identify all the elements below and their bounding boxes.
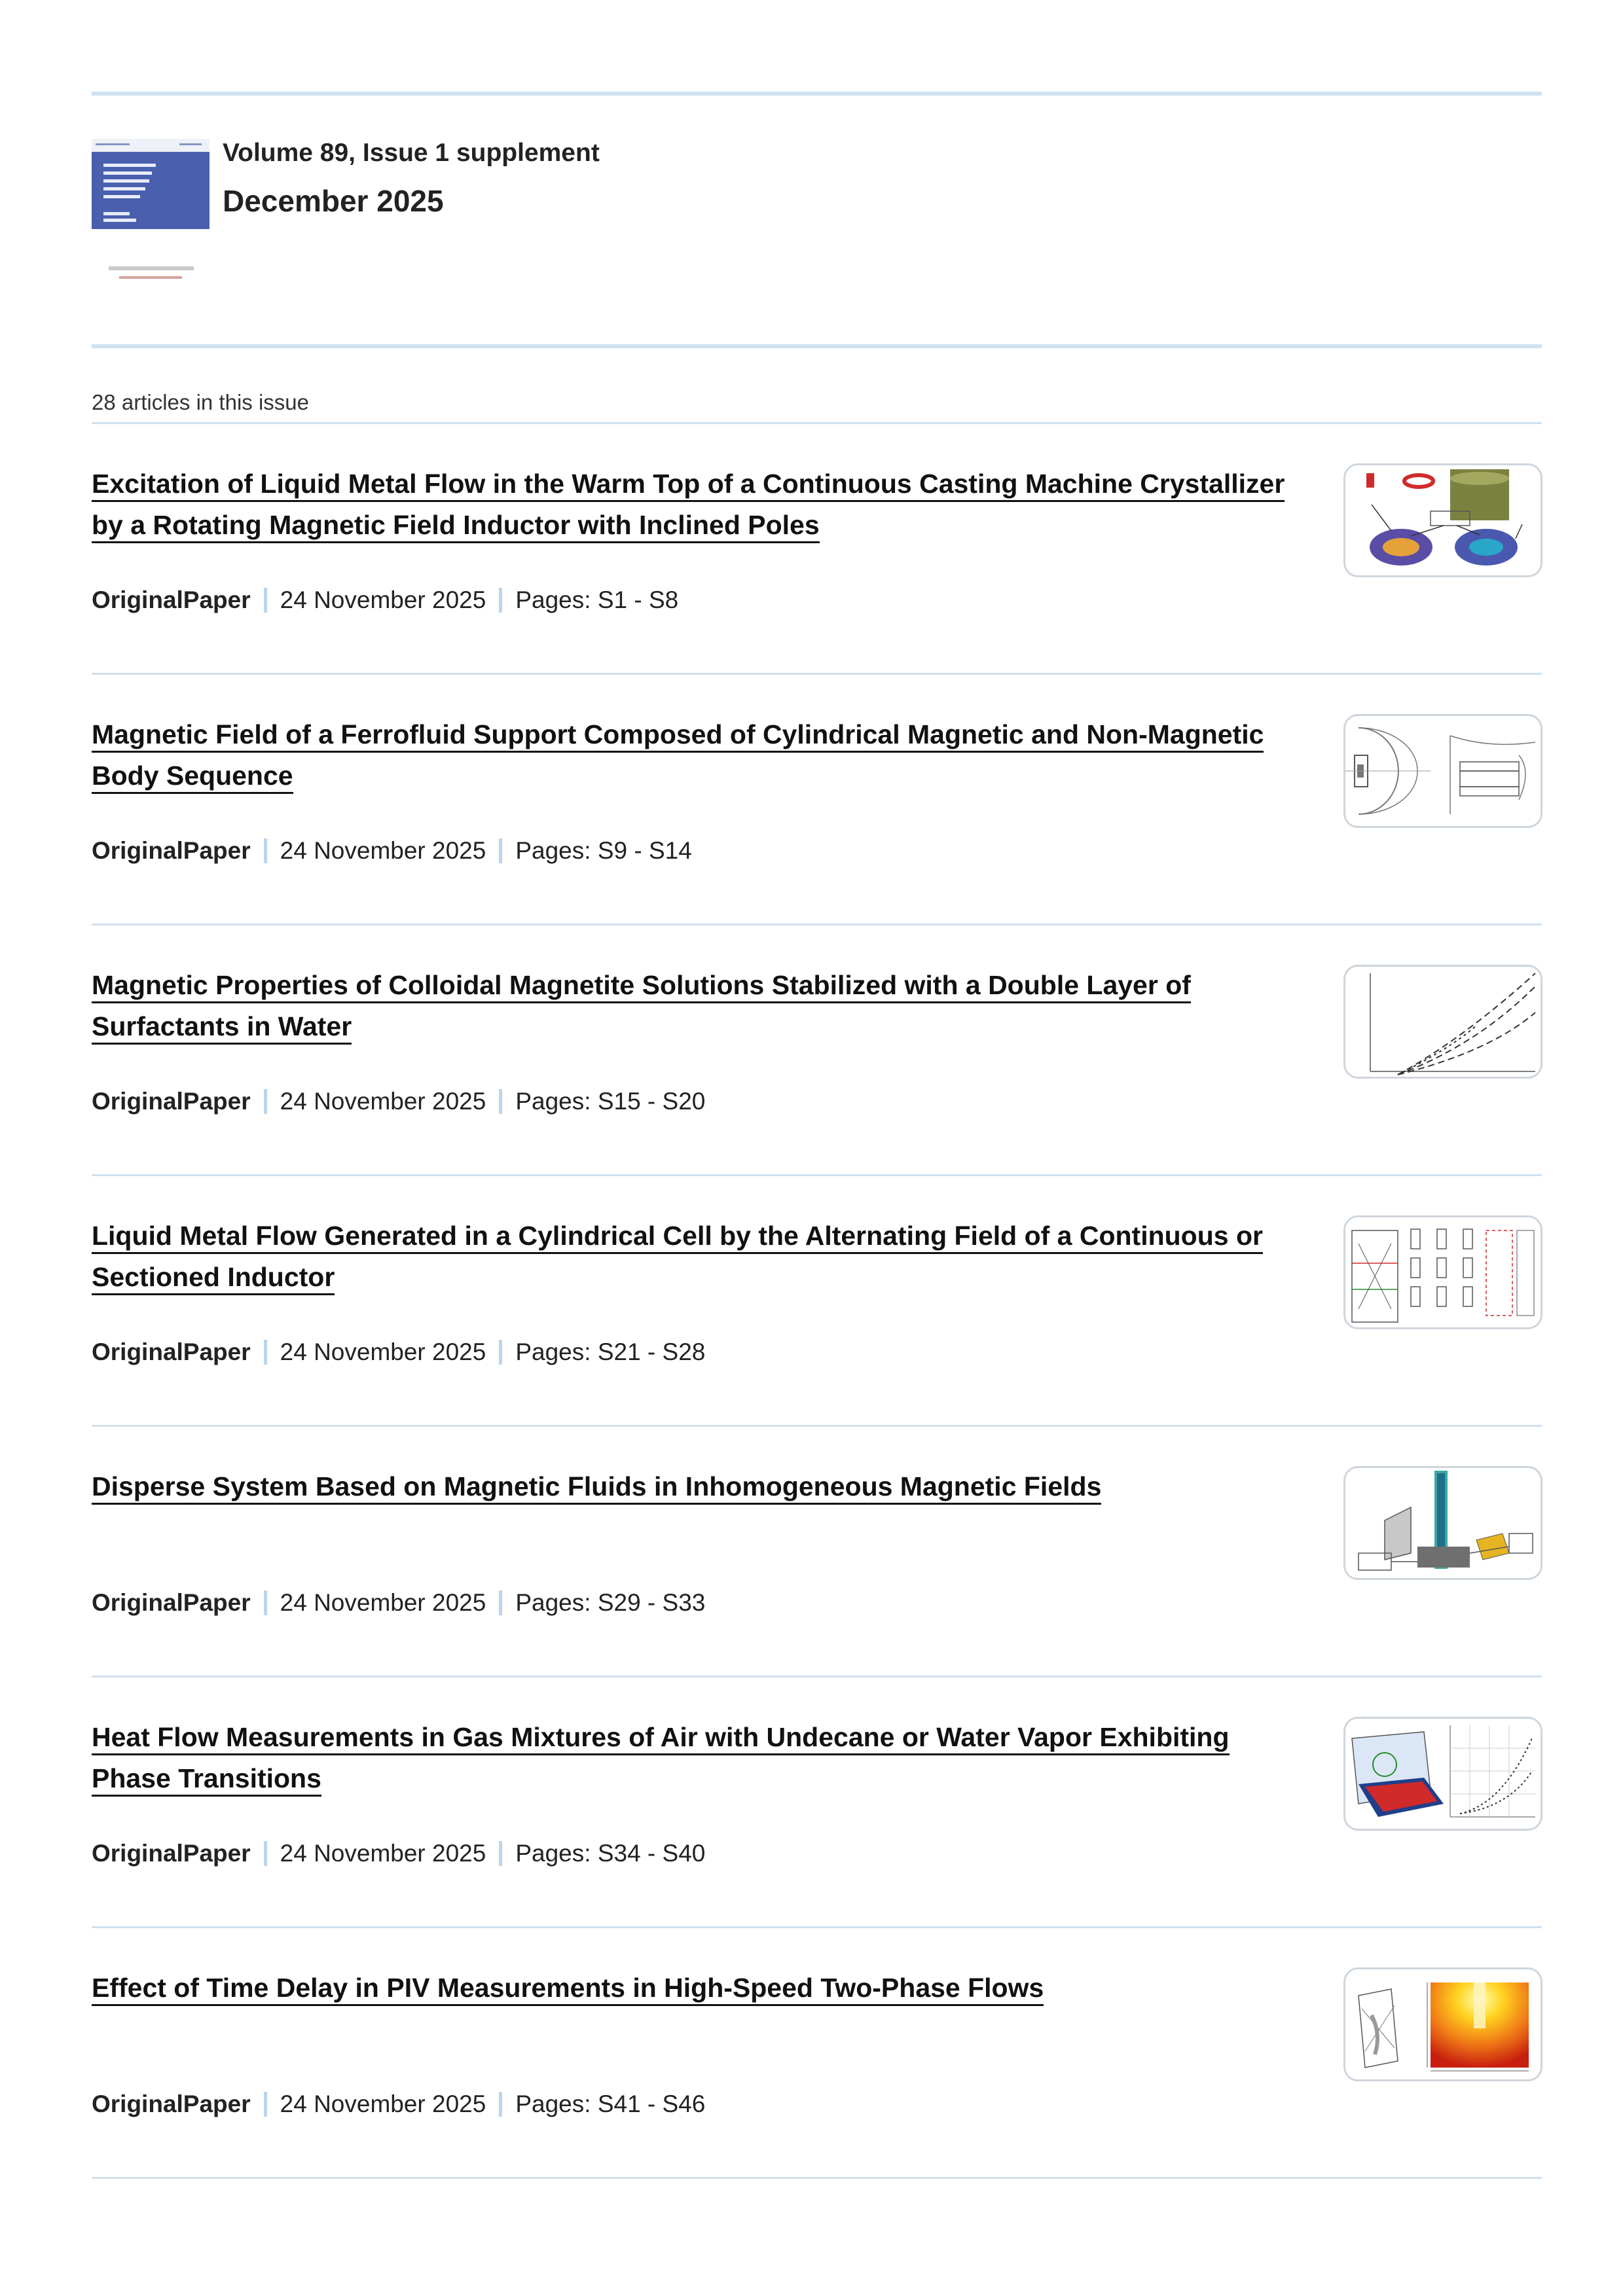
meta-separator [499,1590,502,1615]
issue-volume: Volume 89, Issue 1 supplement [223,139,600,167]
article-title [92,1717,1290,1799]
cover-title-panel [92,152,210,229]
meta-separator [264,2092,267,2117]
article-pages: Pages: S9 - S14 [515,837,692,864]
meta-separator [264,588,267,613]
article-title [92,965,1290,1047]
article-divider [92,2177,1542,2179]
article-type: OriginalPaper [92,1589,251,1616]
article-title-link[interactable]: Magnetic Properties of Colloidal Magnetite Solutions Stabilized with a Double Layer of Surfactants in Water [92,970,1191,1045]
article-meta [92,1338,705,1366]
article-pages: Pages: S1 - S8 [515,586,679,613]
article-thumbnail[interactable] [1343,1967,1542,2081]
article-meta [92,2090,705,2118]
meta-separator [264,838,267,863]
article-meta [92,1840,705,1867]
article-date: 24 November 2025 [280,586,486,613]
article-thumbnail[interactable] [1343,965,1542,1079]
meta-separator [264,1340,267,1365]
article-item [92,675,1542,924]
article-date: 24 November 2025 [280,1589,486,1616]
article-title [92,1215,1290,1298]
article-type: OriginalPaper [92,837,251,864]
thumbnail-figure-inductor [1345,465,1541,575]
article-title-link[interactable]: Effect of Time Delay in PIV Measurements in High-Speed Two-Phase Flows [92,1973,1044,2006]
article-title [92,1466,1290,1507]
thumbnail-figure-ferrofluid [1345,716,1541,826]
meta-separator [264,1590,267,1615]
article-item [92,925,1542,1174]
top-divider [92,92,1542,96]
thumbnail-figure-magnetization-plot [1345,967,1541,1077]
article-meta [92,1088,705,1115]
article-item [92,1928,1542,2177]
article-title [92,714,1290,797]
article-title [92,1967,1290,2009]
thumbnail-figure-piv-flow [1345,1969,1541,2079]
article-thumbnail[interactable] [1343,714,1542,828]
article-title-link[interactable]: Excitation of Liquid Metal Flow in the Warm Top of a Continuous Casting Machine Crystallizer by a Rotating Magnetic Field Inductor with Inclined Poles [92,469,1285,543]
journal-cover-image[interactable] [92,139,210,287]
meta-separator [499,1089,502,1114]
article-thumbnail[interactable] [1343,1466,1542,1580]
article-date: 24 November 2025 [280,837,486,864]
article-item [92,1427,1542,1676]
article-pages: Pages: S21 - S28 [515,1338,706,1365]
article-date: 24 November 2025 [280,1338,486,1365]
meta-separator [499,838,502,863]
article-thumbnail[interactable] [1343,463,1542,577]
article-date: 24 November 2025 [280,1840,486,1867]
article-meta [92,1589,705,1617]
article-pages: Pages: S15 - S20 [515,1088,706,1115]
article-title [92,463,1290,546]
article-count: 28 articles in this issue [92,390,309,414]
article-type: OriginalPaper [92,2090,251,2117]
article-date: 24 November 2025 [280,1088,486,1115]
article-meta [92,837,692,865]
article-meta [92,586,678,614]
article-pages: Pages: S41 - S46 [515,2090,706,2117]
article-item [92,1677,1542,1926]
cover-header-strip [92,139,210,152]
thumbnail-figure-disperse-setup [1345,1468,1541,1578]
article-type: OriginalPaper [92,1840,251,1867]
article-date: 24 November 2025 [280,2090,486,2117]
meta-separator [499,1841,502,1866]
meta-separator [499,1340,502,1365]
article-pages: Pages: S34 - S40 [515,1840,706,1867]
article-pages: Pages: S29 - S33 [515,1589,706,1616]
article-title-link[interactable]: Heat Flow Measurements in Gas Mixtures of Air with Undecane or Water Vapor Exhibiting Phase Transitions [92,1722,1230,1797]
cover-publisher-sublogo [119,276,182,279]
article-title-link[interactable]: Magnetic Field of a Ferrofluid Support Composed of Cylindrical Magnetic and Non-Magnetic Body Sequence [92,719,1264,794]
meta-separator [264,1089,267,1114]
article-item [92,424,1542,673]
issue-date: December 2025 [223,184,444,218]
article-title-link[interactable]: Disperse System Based on Magnetic Fluids in Inhomogeneous Magnetic Fields [92,1471,1101,1505]
meta-separator [499,588,502,613]
thumbnail-figure-cylindrical-cell [1345,1217,1541,1327]
article-item [92,1176,1542,1425]
cover-publisher-logo [109,266,194,270]
article-type: OriginalPaper [92,1338,251,1365]
article-thumbnail[interactable] [1343,1215,1542,1329]
header-bottom-divider [92,344,1542,348]
article-type: OriginalPaper [92,586,251,613]
thumbnail-figure-heat-flow [1345,1719,1541,1829]
meta-separator [264,1841,267,1866]
meta-separator [499,2092,502,2117]
article-type: OriginalPaper [92,1088,251,1115]
article-title-link[interactable]: Liquid Metal Flow Generated in a Cylindrical Cell by the Alternating Field of a Continuous or Sectioned Inductor [92,1221,1263,1295]
article-thumbnail[interactable] [1343,1717,1542,1831]
